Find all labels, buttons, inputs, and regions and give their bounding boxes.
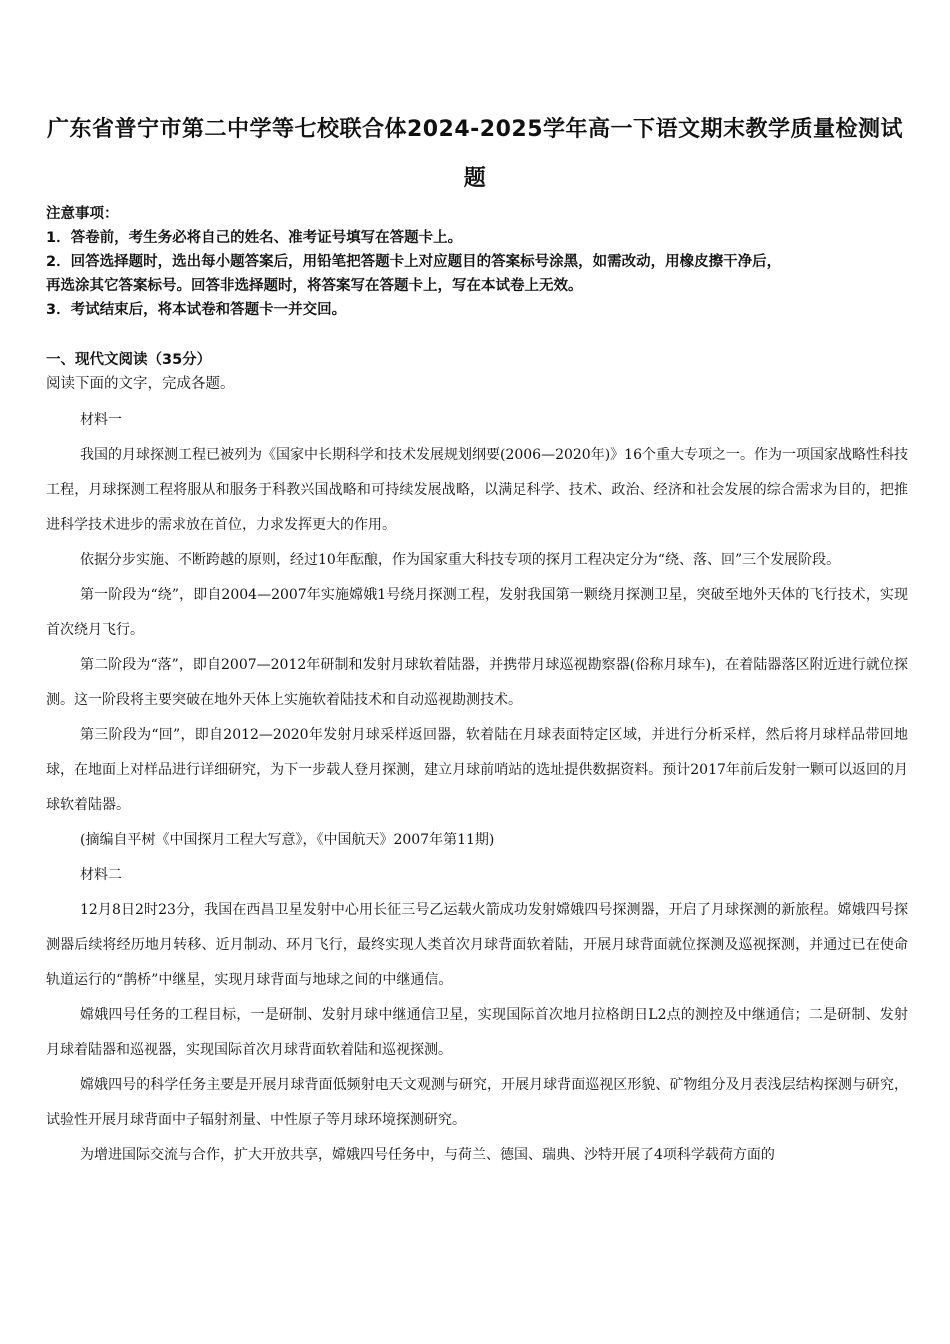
notice-item: 再选涂其它答案标号。回答非选择题时，将答案写在答题卡上，写在本试卷上无效。 <box>46 278 583 294</box>
notice-item: 3．考试结束后，将本试卷和答题卡一并交回。 <box>46 302 347 318</box>
source-citation: (摘编自平树《中国探月工程大写意》，《中国航天》2007年第11期) <box>80 832 495 848</box>
material-label: 材料一 <box>80 412 122 428</box>
reading-material <box>46 403 908 1173</box>
paragraph: 嫦娥四号任务的工程目标，一是研制、发射月球中继通信卫星，实现国际首次地月拉格朗日L2点的测控及中继通信；二是研制、发射月球着陆器和巡视器，实现国际首次月球背面软着陆和巡视探测。 <box>46 1007 908 1058</box>
exam-title-line1: 广东省普宁市第二中学等七校联合体2024-2025学年高一下语文期末教学质量检测试 <box>46 117 904 142</box>
paragraph: 12月8日2时23分，我国在西昌卫星发射中心用长征三号乙运载火箭成功发射嫦娥四号探测器，开启了月球探测的新旅程。嫦娥四号探测器后续将经历地月转移、近月制动、环月飞行，最终实现人类首次月球背面软着陆，开展月球背面就位探测及巡视探测，并通过已在使命轨道运行的“鹊桥”中继星，实现月球背面与地球之间的中继通信。 <box>46 902 908 988</box>
material-label: 材料二 <box>80 867 122 883</box>
paragraph: 我国的月球探测工程已被列为《国家中长期科学和技术发展规划纲要(2006—2020年)》16个重大专项之一。作为一项国家战略性科技工程，月球探测工程将服从和服务于科教兴国战略和可持续发展战略，以满足科学、技术、政治、经济和社会发展的综合需求为目的，把推进科学技术进步的需求放在首位，力求发挥更大的作用。 <box>46 447 908 533</box>
paragraph: 第三阶段为“回”，即自2012—2020年发射月球采样返回器，软着陆在月球表面特定区域，并进行分析采样，然后将月球样品带回地球，在地面上对样品进行详细研究，为下一步载人登月探测，建立月球前哨站的选址提供数据资料。预计2017年前后发射一颗可以返回的月球软着陆器。 <box>46 727 908 813</box>
notice-heading: 注意事项： <box>46 206 119 222</box>
paragraph: 嫦娥四号的科学任务主要是开展月球背面低频射电天文观测与研究，开展月球背面巡视区形貌、矿物组分及月表浅层结构探测与研究，试验性开展月球背面中子辐射剂量、中性原子等月球环境探测研究。 <box>46 1077 908 1128</box>
section-instruction: 阅读下面的文字，完成各题。 <box>46 376 235 392</box>
section-heading: 一、现代文阅读（35分） <box>46 352 212 368</box>
paragraph: 为增进国际交流与合作，扩大开放共享，嫦娥四号任务中，与荷兰、德国、瑞典、沙特开展了4项科学载荷方面的 <box>80 1147 775 1163</box>
notice-item: 1．答卷前，考生务必将自己的姓名、准考证号填写在答题卡上。 <box>46 230 463 246</box>
exam-title-line2: 题 <box>463 166 487 191</box>
paragraph: 依据分步实施、不断跨越的原则，经过10年酝酿，作为国家重大科技专项的探月工程决定分为“绕、落、回”三个发展阶段。 <box>80 552 841 568</box>
paragraph: 第二阶段为“落”，即自2007—2012年研制和发射月球软着陆器，并携带月球巡视勘察器(俗称月球车)，在着陆器落区附近进行就位探测。这一阶段将主要突破在地外天体上实施软着陆技术和自动巡视勘测技术。 <box>46 657 908 708</box>
notice-item: 2．回答选择题时，选出每小题答案后，用铅笔把答题卡上对应题目的答案标号涂黑，如需改动，用橡皮擦干净后， <box>46 254 782 270</box>
paragraph: 第一阶段为“绕”，即自2004—2007年实施嫦娥1号绕月探测工程，发射我国第一颗绕月探测卫星，突破至地外天体的飞行技术，实现首次绕月飞行。 <box>46 587 908 638</box>
